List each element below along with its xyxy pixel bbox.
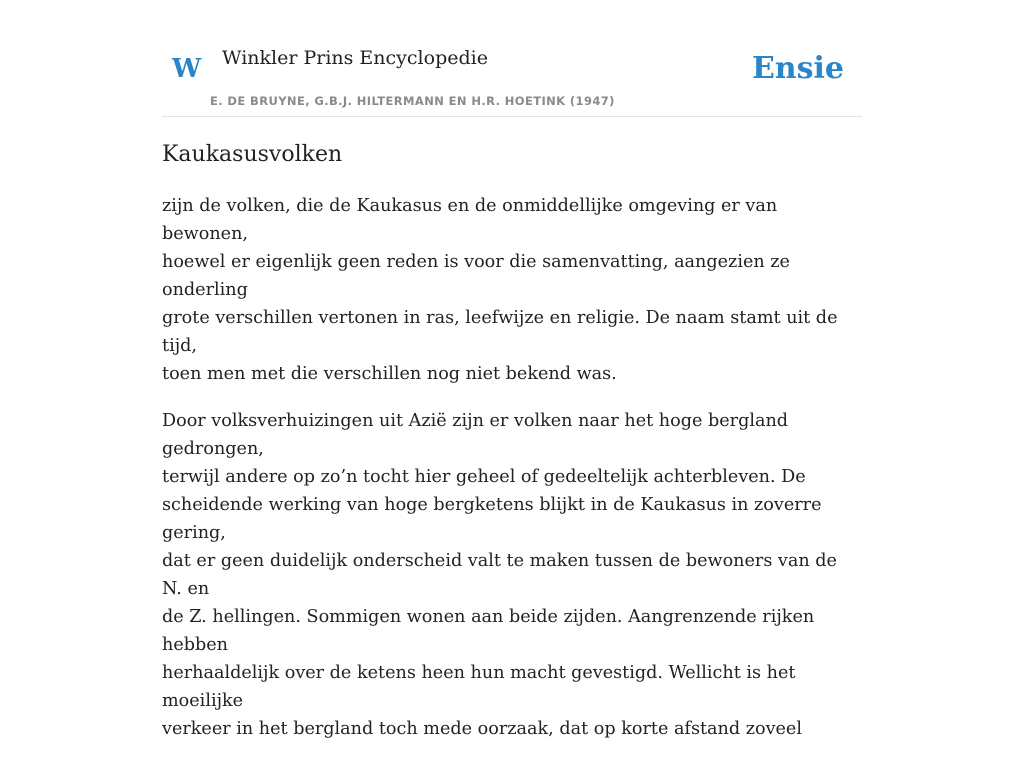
article-paragraph: zijn de volken, die de Kaukasus en de onmiddellijke omgeving er van bewonen, hoewel er eigenlijk geen reden is voor die samenvatting, aangezien ze onderling grote verschillen vertonen in ras, leefwijze en religie. De naam stamt uit de tijd, toen men met die verschillen nog niet bekend was. [162, 196, 838, 384]
winkler-prins-logo[interactable]: W [172, 54, 202, 84]
ensie-logo-link[interactable]: Ensie [751, 51, 844, 86]
article-title: Kaukasusvolken [162, 142, 343, 167]
publication-title[interactable]: Winkler Prins Encyclopedie [222, 47, 488, 69]
article-paragraph: Door volksverhuizingen uit Azië zijn er volken naar het hoge bergland gedrongen, terwijl andere op zo’n tocht hier geheel of gedeeltelijk achterbleven. De scheidende werking van hoge bergketens blijkt in de Kaukasus in zoverre gering, dat er geen duidelijk onderscheid valt te maken tussen de bewoners van de N. en de Z. hellingen. Sommigen wonen aan beide zijden. Aangrenzende rijken hebben herhaaldelijk over de ketens heen hun macht gevestigd. Wellicht is het moeilijke verkeer in het bergland toch mede oorzaak, dat op korte afstand zoveel [162, 411, 837, 739]
publication-authors: E. DE BRUYNE, G.B.J. HILTERMANN EN H.R. HOETINK (1947) [210, 94, 615, 108]
article-body [162, 192, 862, 762]
site-header [162, 40, 862, 117]
